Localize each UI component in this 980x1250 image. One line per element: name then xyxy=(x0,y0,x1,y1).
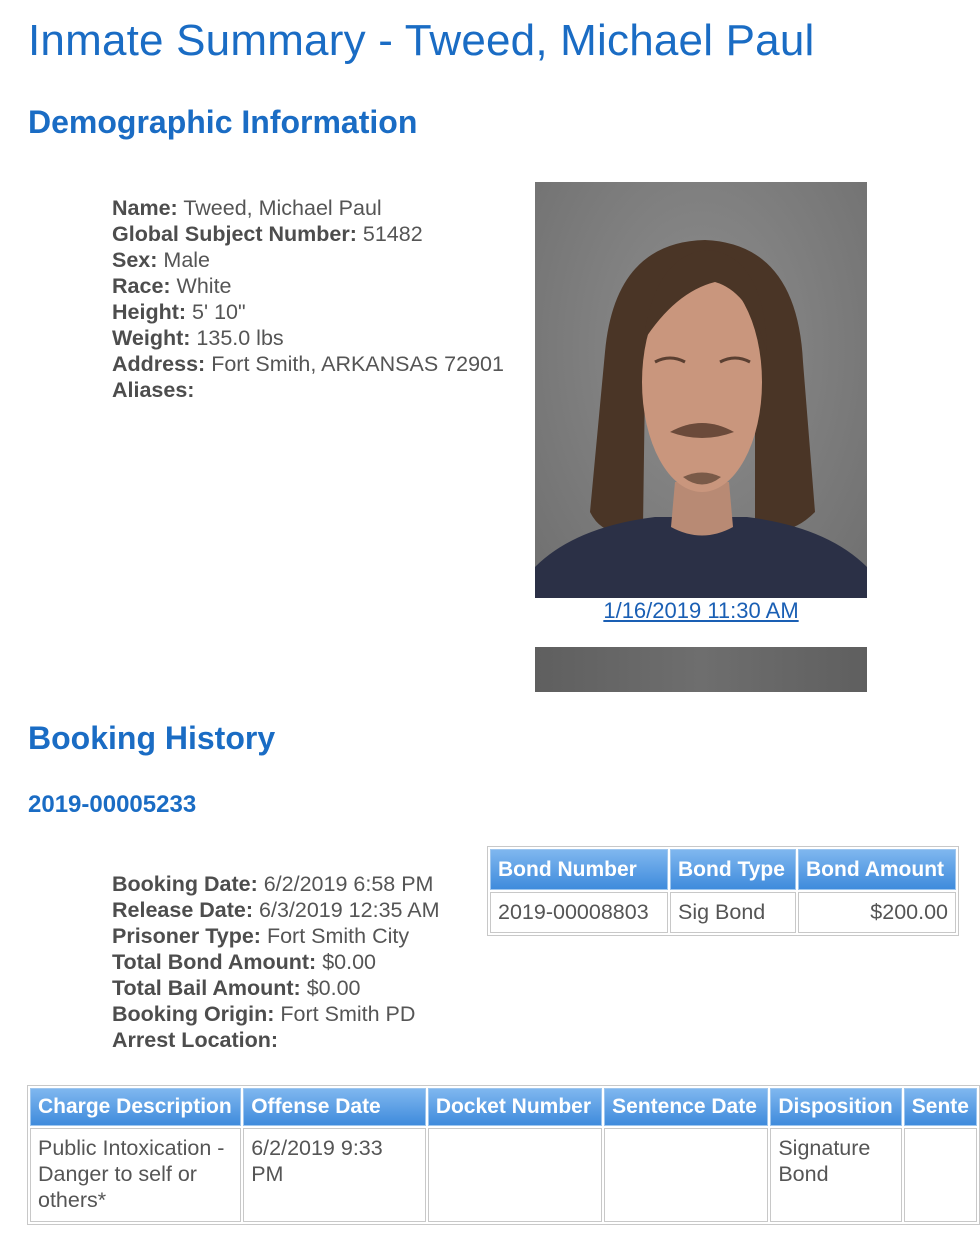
booking-history-heading: Booking History xyxy=(28,720,276,756)
field-name: Name: Tweed, Michael Paul xyxy=(112,196,382,220)
bond-amount-cell: $200.00 xyxy=(798,892,956,933)
field-sex: Sex: Male xyxy=(112,248,211,272)
bond-amount-header: Bond Amount xyxy=(798,849,956,890)
charge-description-header: Charge Description xyxy=(30,1088,241,1126)
bond-type-cell: Sig Bond xyxy=(670,892,796,933)
bond-table xyxy=(487,846,959,936)
photo-date-link[interactable]: 1/16/2019 11:30 AM xyxy=(603,598,799,623)
charge-description-cell: Public Intoxication - Danger to self or others* xyxy=(30,1128,241,1222)
docket-number-cell xyxy=(428,1128,602,1222)
docket-number-header: Docket Number xyxy=(428,1088,602,1126)
table-row xyxy=(30,1128,977,1222)
booking-number: 2019-00005233 xyxy=(28,791,197,818)
field-total-bond-amount: Total Bond Amount: $0.00 xyxy=(112,950,376,974)
field-booking-date: Booking Date: 6/2/2019 6:58 PM xyxy=(112,872,434,896)
sentence-date-cell xyxy=(604,1128,768,1222)
mugshot-photo xyxy=(535,182,867,598)
charge-table-header-row xyxy=(30,1088,977,1126)
field-release-date: Release Date: 6/3/2019 12:35 AM xyxy=(112,898,440,922)
field-race: Race: White xyxy=(112,274,232,298)
field-booking-origin: Booking Origin: Fort Smith PD xyxy=(112,1002,416,1026)
bond-type-header: Bond Type xyxy=(670,849,796,890)
charge-table xyxy=(27,1085,980,1225)
table-row xyxy=(490,892,956,933)
disposition-header: Disposition xyxy=(770,1088,901,1126)
field-weight: Weight: 135.0 lbs xyxy=(112,326,284,350)
sentence-date-header: Sentence Date xyxy=(604,1088,768,1126)
offense-date-header: Offense Date xyxy=(243,1088,426,1126)
field-prisoner-type: Prisoner Type: Fort Smith City xyxy=(112,924,410,948)
field-total-bail-amount: Total Bail Amount: $0.00 xyxy=(112,976,361,1000)
page-title: Inmate Summary - Tweed, Michael Paul xyxy=(28,16,815,65)
portrait-illustration xyxy=(535,182,867,598)
field-global-subject-number: Global Subject Number: 51482 xyxy=(112,222,423,246)
demographic-fields xyxy=(112,195,504,403)
sentence-header-truncated: Sente xyxy=(904,1088,977,1126)
field-arrest-location: Arrest Location: xyxy=(112,1028,279,1052)
field-height: Height: 5' 10" xyxy=(112,300,246,324)
offense-date-cell: 6/2/2019 9:33 PM xyxy=(243,1128,426,1222)
photo-thumbnail-strip xyxy=(535,647,867,692)
demographic-heading: Demographic Information xyxy=(28,104,418,140)
field-aliases: Aliases: xyxy=(112,378,195,402)
sentence-cell xyxy=(904,1128,977,1222)
disposition-cell: Signature Bond xyxy=(770,1128,901,1222)
bond-table-header-row xyxy=(490,849,956,890)
bond-number-cell: 2019-00008803 xyxy=(490,892,668,933)
bond-number-header: Bond Number xyxy=(490,849,668,890)
field-address: Address: Fort Smith, ARKANSAS 72901 xyxy=(112,352,504,376)
booking-fields xyxy=(112,871,440,1053)
